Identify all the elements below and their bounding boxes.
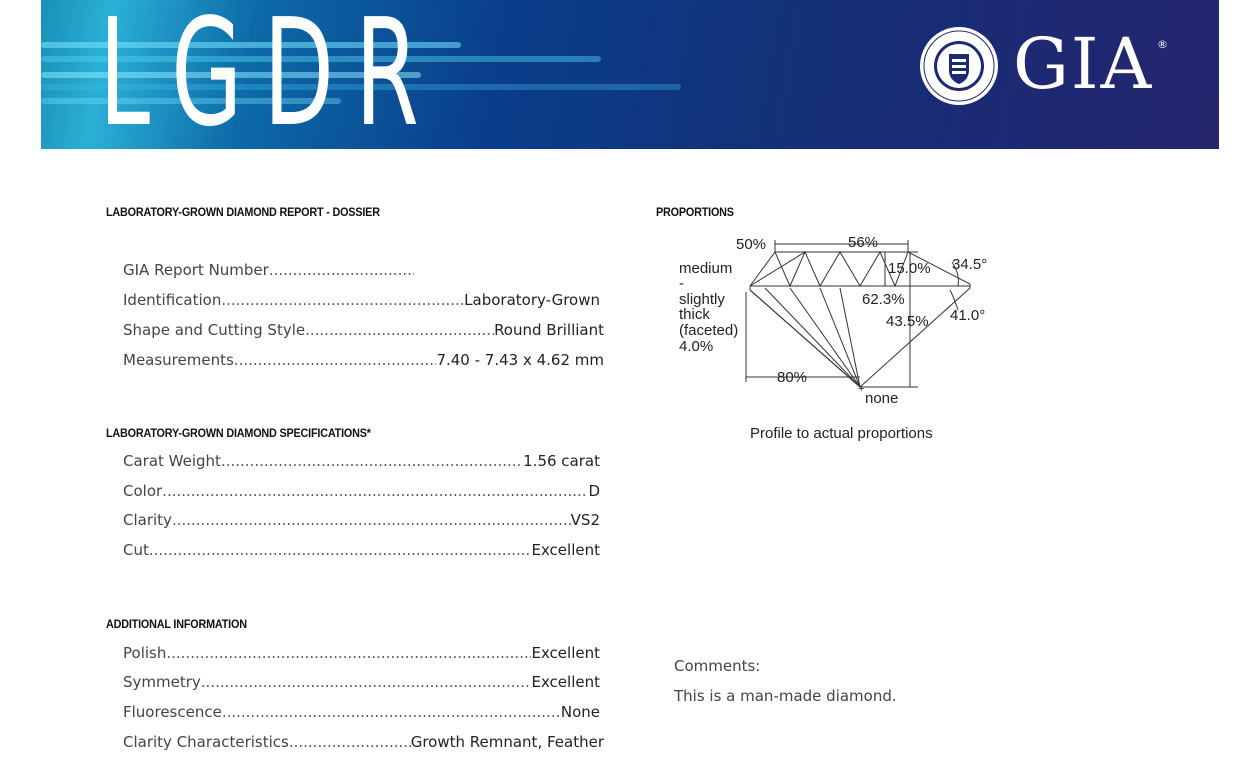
spec-row-carat: Carat Weight ..... 1.56 carat: [123, 452, 600, 470]
additional-row-symmetry: Symmetry ..... Excellent: [123, 673, 600, 691]
additional-row-polish: Polish ..... Excellent: [123, 644, 600, 662]
girdle-label-4: thick: [679, 306, 710, 323]
specs-heading: LABORATORY-GROWN DIAMOND SPECIFICATIONS*: [106, 426, 371, 440]
report-row-shape: Shape and Cutting Style ..... Round Brilliant: [123, 321, 604, 339]
spec-row-clarity: Clarity ..... VS2: [123, 511, 600, 529]
additional-row-clarity-characteristics: Clarity Characteristics ..... Growth Remnant, Feather: [123, 733, 604, 751]
report-row-measurements: Measurements ..... 7.40 - 7.43 x 4.62 mm: [123, 351, 604, 369]
additional-heading: ADDITIONAL INFORMATION: [106, 617, 247, 631]
culet-label: none: [865, 390, 899, 407]
proportions-heading: PROPORTIONS: [656, 205, 734, 219]
pavilion-depth-label: 43.5%: [886, 313, 929, 330]
spec-row-cut: Cut ..... Excellent: [123, 541, 600, 559]
gia-seal-icon: [919, 26, 999, 106]
girdle-label-5: (faceted): [679, 322, 739, 339]
proportions-diagram: [670, 232, 1000, 408]
pavilion-angle-label: 41.0°: [950, 307, 986, 324]
additional-row-fluorescence: Fluorescence ..... None: [123, 703, 600, 721]
girdle-label-3: slightly: [679, 291, 725, 308]
header-banner: [41, 0, 1219, 149]
report-row-identification: Identification ..... Laboratory-Grown: [123, 291, 600, 309]
girdle-label-2: -: [679, 275, 684, 292]
gia-wordmark: GIA: [1013, 23, 1154, 105]
spec-row-color: Color ..... D: [123, 482, 600, 500]
crown-angle-label: 34.5°: [952, 256, 988, 273]
comments-label: Comments:: [674, 657, 761, 675]
culet-mark: +: [858, 383, 865, 395]
lgdr-logo: LGDR: [99, 0, 440, 149]
comments-text: This is a man-made diamond.: [674, 687, 897, 705]
report-row-number: GIA Report Number .....: [123, 261, 423, 279]
girdle-label-1: medium: [679, 260, 733, 277]
total-depth-label: 62.3%: [862, 291, 905, 308]
registered-mark: ®: [1157, 38, 1168, 51]
pavilion-facet: [820, 288, 860, 387]
lower-half-label: 80%: [777, 369, 808, 386]
girdle-label-6: 4.0%: [679, 338, 714, 355]
report-heading: LABORATORY-GROWN DIAMOND REPORT - DOSSIER: [106, 205, 380, 219]
star-length-label: 50%: [736, 236, 767, 253]
proportions-caption: Profile to actual proportions: [750, 425, 933, 442]
crown-height-label: 15.0%: [888, 260, 931, 277]
table-label: 56%: [848, 234, 879, 251]
